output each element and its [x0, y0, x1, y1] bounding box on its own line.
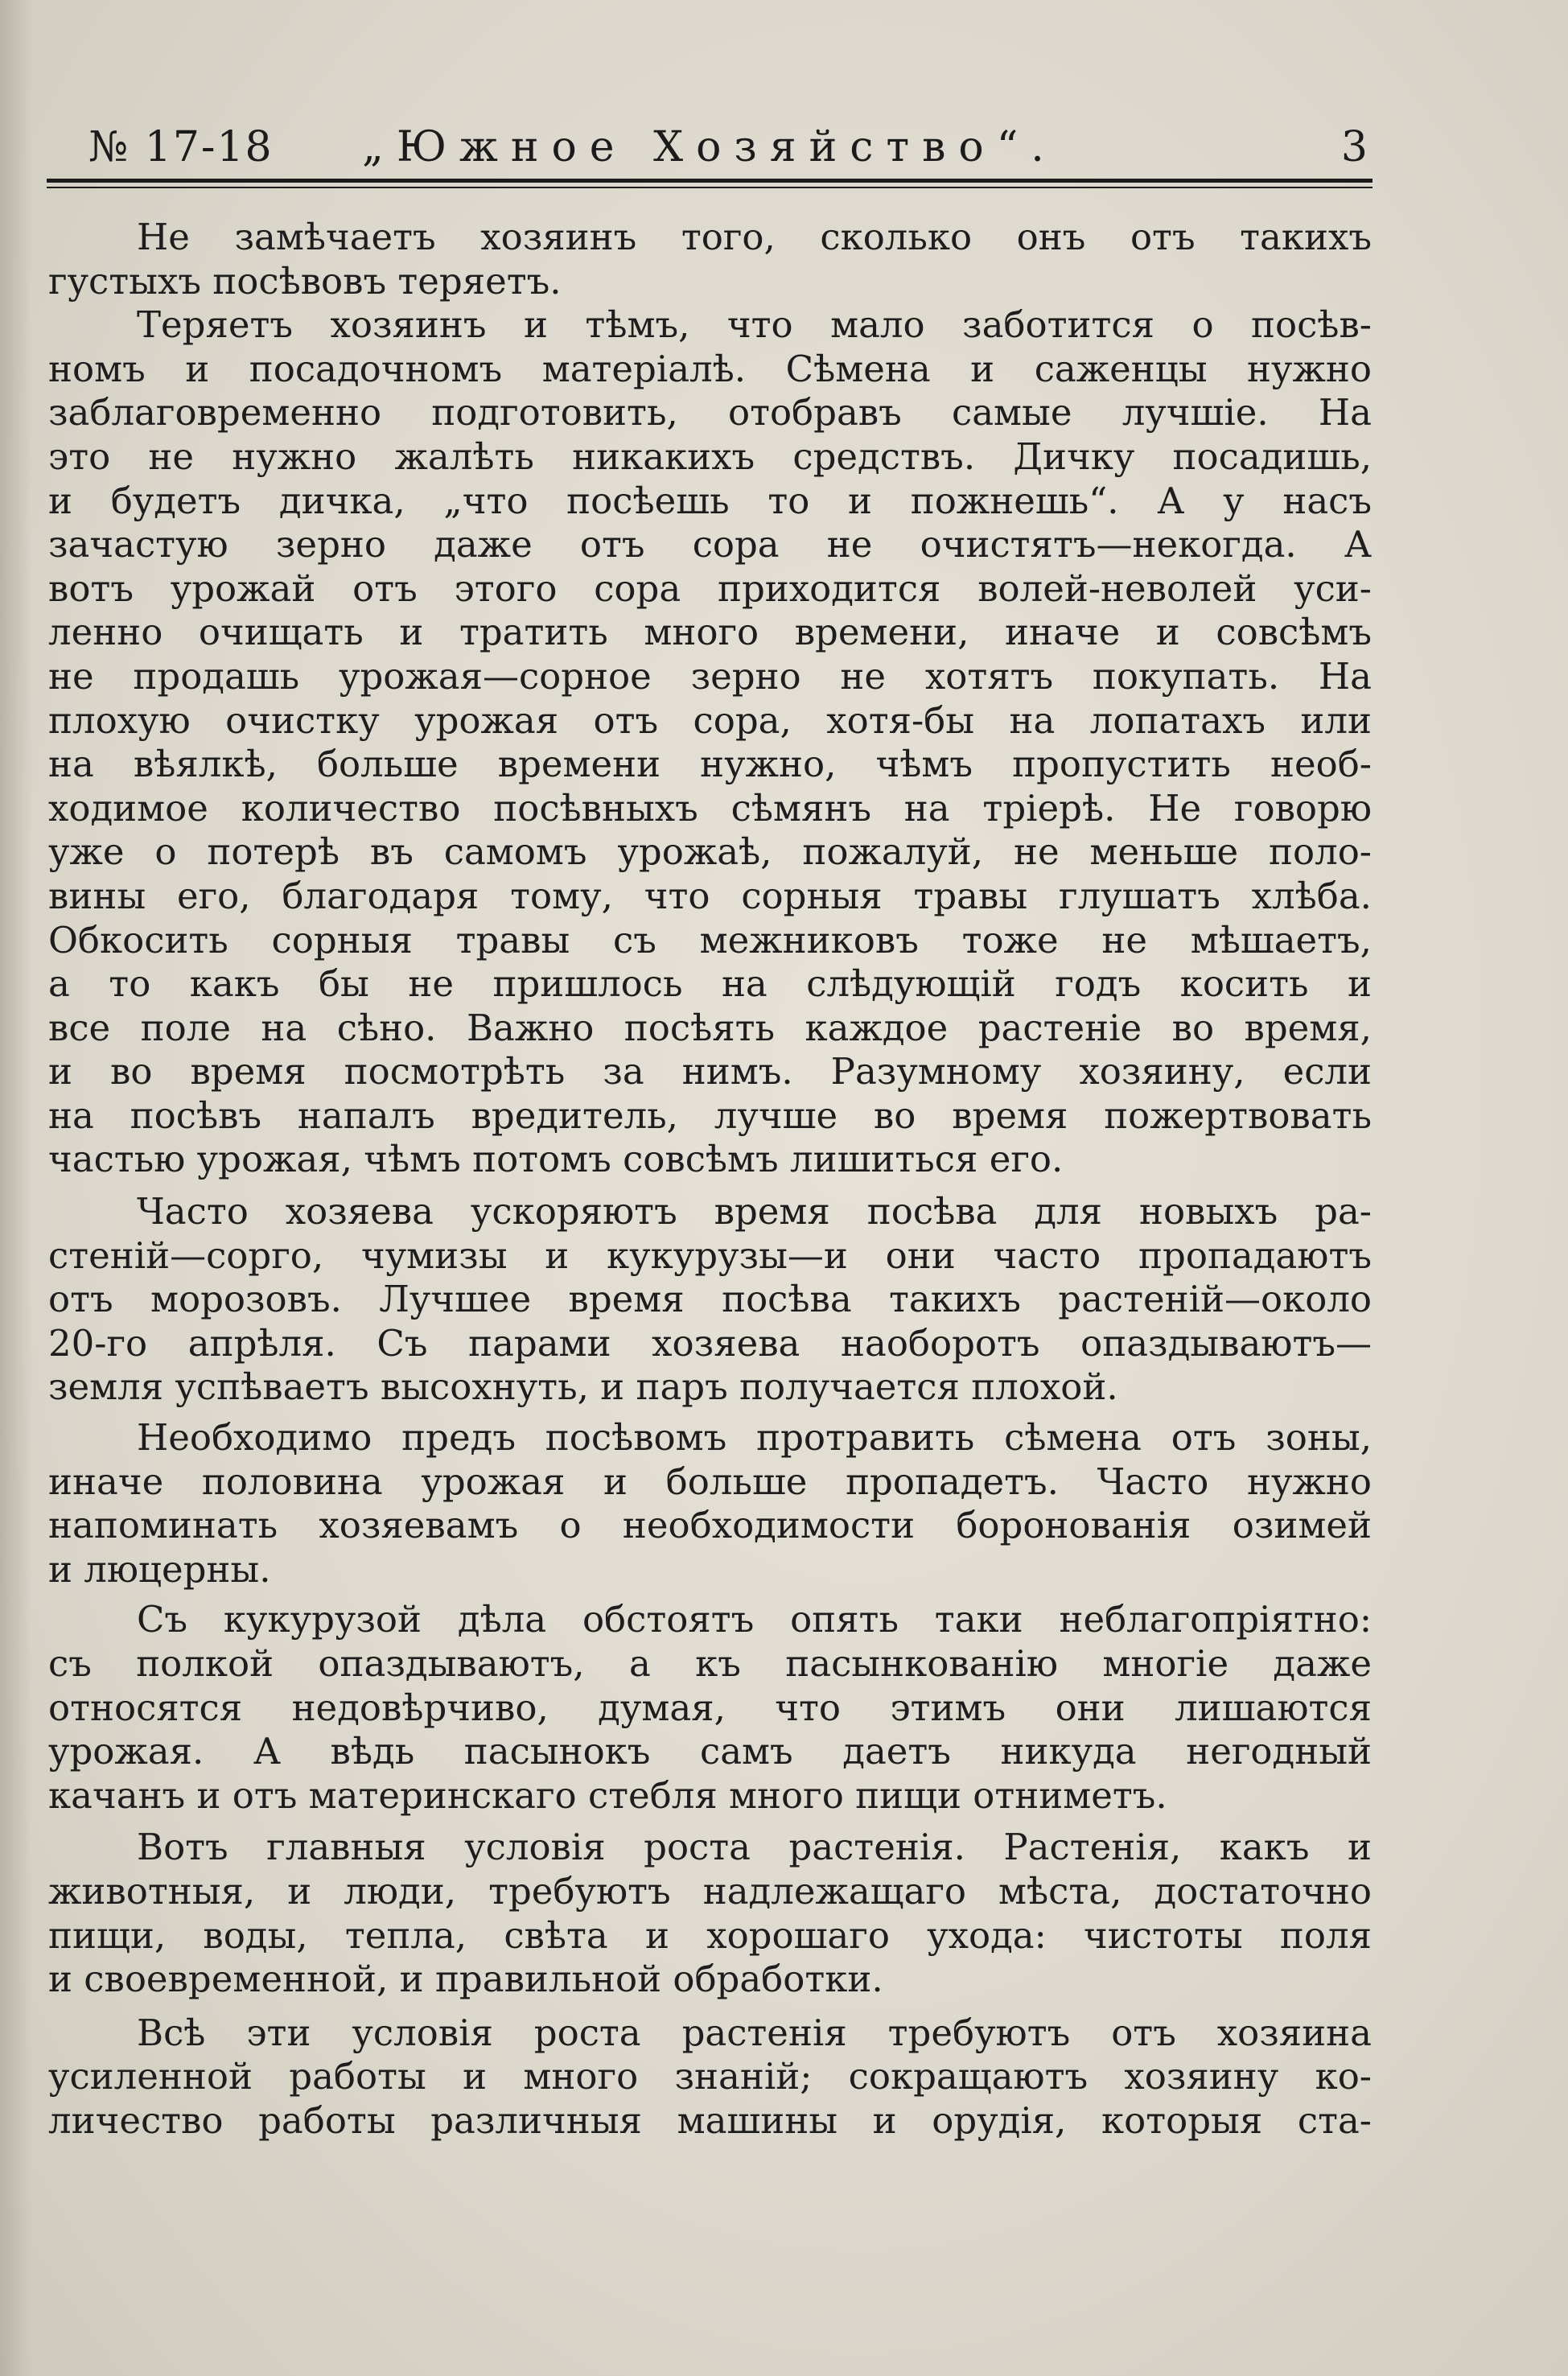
text-line: и своевременной, и правильной обработки. [48, 1958, 883, 2001]
text-line: вины его, благодаря тому, что сорныя травы глушатъ хлѣба. [48, 874, 1372, 917]
text-line: густыхъ посѣвовъ теряетъ. [48, 259, 562, 303]
text-line: стеній—сорго, чумизы и кукурузы—и они часто пропадаютъ [48, 1233, 1372, 1277]
paragraph [48, 2012, 1372, 2143]
text-line: это не нужно жалѣть никакихъ средствъ. Дичку посадишь, [48, 434, 1372, 478]
text-line: Теряетъ хозяинъ и тѣмъ, что мало заботится о посѣв- [137, 303, 1372, 347]
article-body [48, 216, 1372, 2143]
text-line: животныя, и люди, требуютъ надлежащаго мѣста, достаточно [48, 1869, 1372, 1913]
text-line: усиленной работы и много знаній; сокращаютъ хозяину ко- [48, 2055, 1372, 2098]
text-line: 20-го апрѣля. Съ парами хозяева наоборотъ опаздываютъ— [48, 1321, 1372, 1365]
journal-title: „Южное Хозяйство“. [362, 123, 1057, 171]
text-line: и во время посмотрѣть за нимъ. Разумному хозяину, если [48, 1050, 1372, 1093]
page-edge-shadow [0, 0, 32, 2376]
paragraph [48, 1826, 1372, 2001]
text-line: иначе половина урожая и больше пропадетъ. Часто нужно [48, 1460, 1372, 1503]
text-line: уже о потерѣ въ самомъ урожаѣ, пожалуй, не меньше поло- [48, 830, 1372, 874]
text-line: Всѣ эти условія роста растенія требуютъ отъ хозяина [137, 2011, 1372, 2054]
running-header [48, 119, 1368, 175]
text-line: пищи, воды, тепла, свѣта и хорошаго ухода: чистоты поля [48, 1913, 1372, 1957]
issue-number: № 17-18 [88, 123, 274, 171]
paragraph [48, 303, 1372, 1182]
text-line: заблаговременно подготовить, отобравъ самые лучшіе. На [48, 391, 1372, 434]
text-line: съ полкой опаздываютъ, а къ пасынкованію многіе даже [48, 1642, 1372, 1685]
text-line: а то какъ бы не пришлось на слѣдующій годъ косить и [48, 962, 1372, 1006]
text-line: земля успѣваетъ высохнуть, и паръ получается плохой. [48, 1365, 1118, 1409]
text-line: Съ кукурузой дѣла обстоятъ опять таки неблагопріятно: [137, 1598, 1372, 1641]
paragraph [48, 1190, 1372, 1410]
text-line: напоминать хозяевамъ о необходимости боронованія озимей [48, 1504, 1372, 1547]
text-line: Часто хозяева ускоряютъ время посѣва для новыхъ ра- [137, 1190, 1372, 1233]
text-line: Необходимо предъ посѣвомъ протравить сѣмена отъ зоны, [137, 1416, 1372, 1460]
text-line: качанъ и отъ материнскаго стебля много пищи отниметъ. [48, 1773, 1167, 1817]
text-line: отъ морозовъ. Лучшее время посѣва такихъ растеній—около [48, 1278, 1372, 1321]
header-rule-thick [47, 179, 1373, 183]
text-line: Вотъ главныя условія роста растенія. Растенія, какъ и [137, 1826, 1372, 1869]
paragraph [48, 1598, 1372, 1818]
text-line: личество работы различныя машины и орудія, которыя ста- [48, 2098, 1372, 2142]
text-line: все поле на сѣно. Важно посѣять каждое растеніе во время, [48, 1006, 1372, 1049]
text-line: вотъ урожай отъ этого сора приходится волей-неволей уси- [48, 566, 1372, 610]
text-line: плохую очистку урожая отъ сора, хотя-бы на лопатахъ или [48, 698, 1372, 742]
text-line: относятся недовѣрчиво, думая, что этимъ они лишаются [48, 1686, 1372, 1729]
text-line: ленно очищать и тратить много времени, иначе и совсѣмъ [48, 611, 1372, 654]
text-line: не продашь урожая—сорное зерно не хотятъ покупать. На [48, 654, 1372, 698]
paragraph [48, 1416, 1372, 1592]
page-number: 3 [1340, 123, 1368, 171]
text-line: на посѣвъ напалъ вредитель, лучше во время пожертвовать [48, 1093, 1372, 1137]
text-line: номъ и посадочномъ матеріалѣ. Сѣмена и саженцы нужно [48, 347, 1372, 390]
paragraph [48, 216, 1372, 303]
text-line: зачастую зерно даже отъ сора не очистятъ—некогда. А [48, 523, 1372, 566]
text-line: Обкосить сорныя травы съ межниковъ тоже не мѣшаетъ, [48, 918, 1372, 962]
text-line: на вѣялкѣ, больше времени нужно, чѣмъ пропустить необ- [48, 743, 1372, 786]
text-line: частью урожая, чѣмъ потомъ совсѣмъ лишиться его. [48, 1138, 1064, 1181]
text-line: и люцерны. [48, 1547, 271, 1591]
text-line: Не замѣчаетъ хозяинъ того, сколько онъ отъ такихъ [137, 216, 1372, 258]
text-line: урожая. А вѣдь пасынокъ самъ даетъ никуда негодный [48, 1730, 1372, 1773]
text-line: ходимое количество посѣвныхъ сѣмянъ на тріерѣ. Не говорю [48, 786, 1372, 830]
header-rule-thin [47, 187, 1373, 188]
text-line: и будетъ дичка, „что посѣешь то и пожнешь“. А у насъ [48, 479, 1372, 522]
